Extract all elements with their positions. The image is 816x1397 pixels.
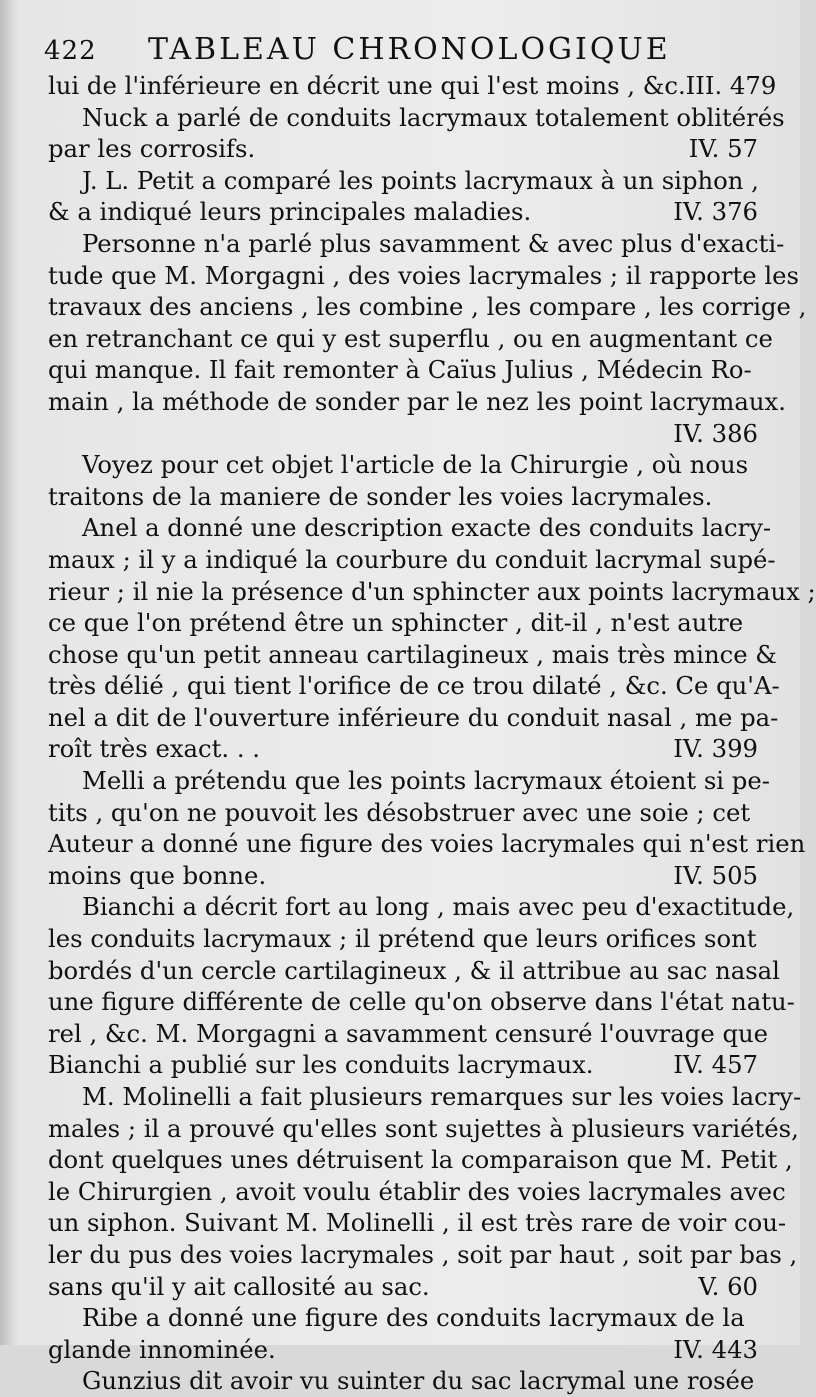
- line-text: M. Molinelli a fait plusieurs remarques sur les voies lacry-: [82, 1082, 802, 1111]
- line-text: qui manque. Il fait remonter à Caïus Julius , Médecin Ro-: [48, 355, 752, 385]
- volume-page-reference: III. 479: [685, 71, 777, 100]
- text-line: [48, 1113, 799, 1145]
- text-line: [48, 481, 758, 513]
- volume-page-reference: IV. 399: [673, 734, 758, 764]
- line-text: main , la méthode de sonder par le nez les point lacrymaux.: [48, 386, 786, 416]
- text-line: [48, 102, 785, 134]
- text-line: [48, 1302, 758, 1334]
- text-line: [48, 955, 780, 987]
- text-line: [48, 1018, 769, 1050]
- text-line: [48, 891, 795, 923]
- text-line: [48, 670, 780, 702]
- line-text: glande innominée.: [48, 1334, 276, 1364]
- volume-page-reference: IV. 386: [673, 418, 758, 448]
- text-line: [48, 986, 795, 1018]
- text-line: [48, 228, 785, 260]
- line-text: males ; il a prouvé qu'elles sont sujettes à plusieurs variétés,: [48, 1113, 799, 1143]
- volume-page-reference: IV. 57: [688, 134, 758, 164]
- line-text: traitons de la maniere de sonder les voies lacrymales.: [48, 481, 713, 511]
- text-line: [48, 1049, 758, 1081]
- line-text: Melli a prétendu que les points lacrymaux étoient si pe-: [82, 766, 770, 796]
- line-text: bordés d'un cercle cartilagineux , & il attribue au sac nasal: [48, 955, 780, 985]
- line-text: dont quelques unes détruisent la comparaison que M. Petit ,: [48, 1145, 793, 1175]
- line-text: chose qu'un petit anneau cartilagineux , mais très mince &: [48, 639, 777, 669]
- volume-page-reference: IV. 457: [673, 1050, 758, 1080]
- line-text: nel a dit de l'ouverture inférieure du conduit nasal , me pa-: [48, 702, 779, 732]
- line-text: Personne n'a parlé plus savamment & avec plus d'exacti-: [82, 228, 785, 258]
- text-line: [48, 70, 777, 102]
- volume-page-reference: IV. 443: [673, 1334, 758, 1364]
- line-text: rieur ; il nie la présence d'un sphincter aux points lacrymaux ;: [48, 576, 816, 606]
- text-line: [48, 418, 758, 450]
- text-line: [48, 860, 758, 892]
- text-line: [48, 702, 779, 734]
- text-line: [48, 544, 776, 576]
- line-text: Auteur a donné une figure des voies lacrymales qui n'est rien: [48, 829, 806, 859]
- text-line: [48, 607, 758, 639]
- line-text: très délié , qui tient l'orifice de ce trou dilaté , &c. Ce qu'A-: [48, 671, 780, 701]
- text-line: [48, 1144, 793, 1176]
- text-line: [48, 165, 758, 197]
- line-text: Gunzius dit avoir vu suinter du sac lacrymal une rosée: [82, 1366, 755, 1396]
- line-text: Nuck a parlé de conduits lacrymaux totalement oblitérés: [82, 102, 785, 132]
- text-line: [48, 765, 770, 797]
- line-text: Anel a donné une description exacte des conduits lacry-: [82, 513, 772, 543]
- text-line: [48, 733, 758, 765]
- volume-page-reference: IV. 376: [673, 197, 758, 227]
- text-line: [48, 196, 758, 228]
- text-line: [48, 260, 799, 292]
- line-text: travaux des anciens , les combine , les compare , les corrige ,: [48, 292, 807, 322]
- text-line: [48, 1334, 758, 1366]
- line-text: les conduits lacrymaux ; il prétend que leurs orifices sont: [48, 924, 757, 954]
- text-line: [48, 354, 758, 386]
- page-header: [44, 30, 764, 70]
- line-text: Ribe a donné une figure des conduits lacrymaux de la: [82, 1303, 745, 1333]
- line-text: Bianchi a décrit fort au long , mais avec peu d'exactitude,: [82, 892, 795, 922]
- line-text: un siphon. Suivant M. Molinelli , il est très rare de voir cou-: [48, 1208, 787, 1238]
- page-number: 422: [44, 36, 97, 66]
- text-line: [48, 133, 758, 165]
- line-text: & a indiqué leurs principales maladies.: [48, 197, 532, 227]
- text-line: [48, 323, 773, 355]
- line-text: ce que l'on prétend être un sphincter , dit-il , n'est autre: [48, 608, 744, 638]
- line-text: Bianchi a publié sur les conduits lacrymaux.: [48, 1050, 594, 1080]
- running-title: TABLEAU CHRONOLOGIQUE: [148, 32, 671, 67]
- text-line: [48, 797, 758, 829]
- volume-page-reference: IV. 505: [673, 860, 758, 890]
- body-text: [48, 70, 816, 1397]
- text-line: [48, 512, 772, 544]
- text-line: [48, 449, 758, 481]
- line-text: maux ; il y a indiqué la courbure du conduit lacrymal supé-: [48, 544, 776, 574]
- text-line: [48, 576, 816, 608]
- line-text: rel , &c. M. Morgagni a savamment censuré l'ouvrage que: [48, 1018, 769, 1048]
- line-text: moins que bonne.: [48, 860, 267, 890]
- text-line: [48, 1239, 798, 1271]
- text-line: [48, 1207, 787, 1239]
- line-text: tude que M. Morgagni , des voies lacrymales ; il rapporte les: [48, 260, 799, 290]
- line-text: roît très exact. . .: [48, 734, 261, 764]
- text-line: [48, 923, 758, 955]
- text-line: [48, 386, 786, 418]
- text-line: [48, 1081, 802, 1113]
- line-text: par les corrosifs.: [48, 134, 256, 164]
- text-line: [48, 828, 806, 860]
- line-text: ler du pus des voies lacrymales , soit par haut , soit par bas ,: [48, 1239, 798, 1269]
- line-text: une figure différente de celle qu'on observe dans l'état natu-: [48, 987, 795, 1017]
- line-text: Voyez pour cet objet l'article de la Chirurgie , où nous: [82, 450, 749, 480]
- text-line: [48, 1176, 786, 1208]
- line-text: sans qu'il y ait callosité au sac.: [48, 1271, 430, 1301]
- volume-page-reference: V. 60: [698, 1271, 758, 1301]
- line-text: en retranchant ce qui y est superflu , ou en augmentant ce: [48, 323, 773, 353]
- text-line: [48, 1271, 758, 1303]
- text-line: [48, 291, 807, 323]
- text-line: [48, 1365, 758, 1397]
- line-text: J. L. Petit a comparé les points lacrymaux à un siphon ,: [82, 165, 759, 195]
- line-text: le Chirurgien , avoit voulu établir des voies lacrymales avec: [48, 1176, 786, 1206]
- line-text: lui de l'inférieure en décrit une qui l'est moins , &c.: [48, 71, 686, 100]
- text-line: [48, 639, 777, 671]
- line-text: tits , qu'on ne pouvoit les désobstruer avec une soie ; cet: [48, 797, 751, 827]
